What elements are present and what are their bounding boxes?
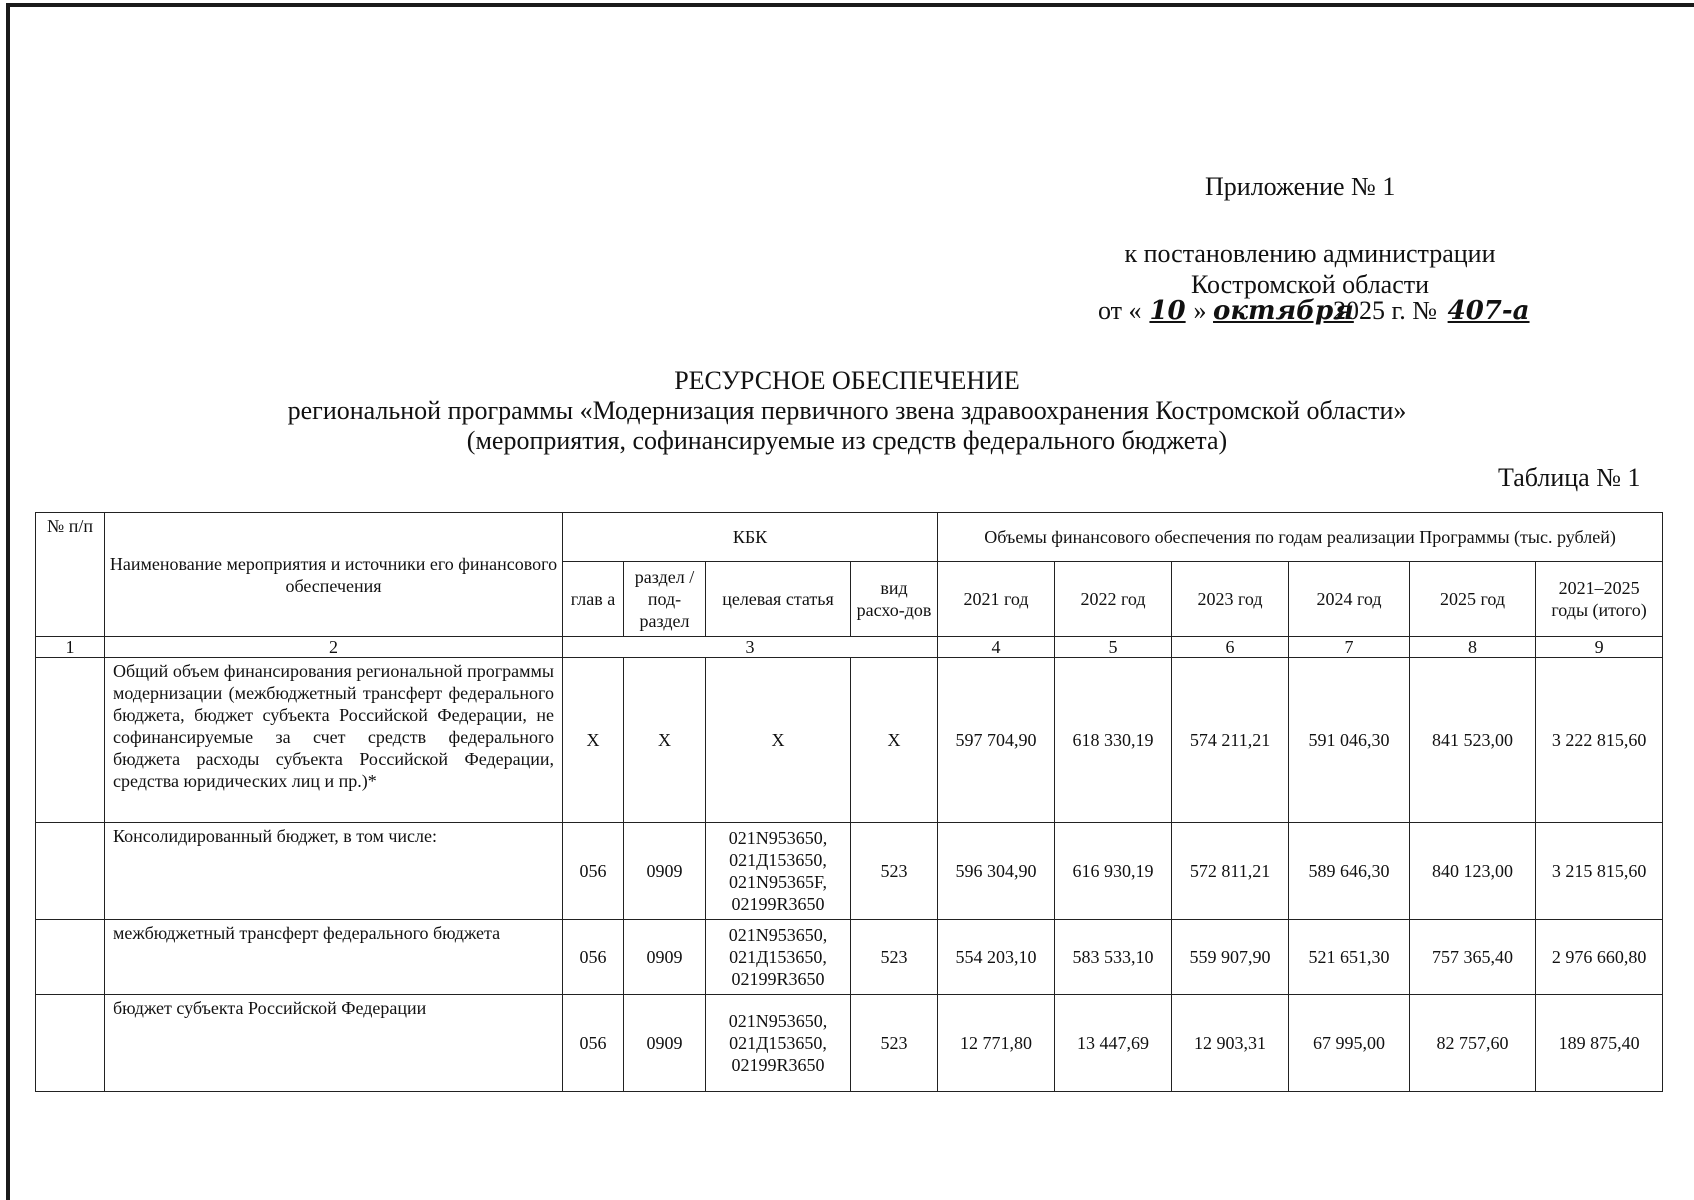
- title-line-2: региональной программы «Модернизация первичного звена здравоохранения Костромской области»: [287, 396, 1407, 425]
- row-2021: 597 704,90: [938, 658, 1055, 823]
- document-title: [0, 366, 1694, 456]
- header-2022: 2022 год: [1055, 562, 1172, 637]
- col-number: 1: [36, 637, 105, 658]
- col-number: 7: [1289, 637, 1410, 658]
- row-razdel: 0909: [624, 920, 706, 995]
- header-statya: целевая статья: [706, 562, 851, 637]
- row-num: [36, 658, 105, 823]
- row-2021: 554 203,10: [938, 920, 1055, 995]
- row-num: [36, 823, 105, 920]
- decree-number-handwritten: 407-а: [1447, 296, 1530, 326]
- row-2025: 757 365,40: [1410, 920, 1536, 995]
- row-2021: 596 304,90: [938, 823, 1055, 920]
- table-row: [36, 658, 1663, 823]
- header-volumes: Объемы финансового обеспечения по годам реализации Программы (тыс. рублей): [938, 513, 1663, 562]
- row-glava: Х: [563, 658, 624, 823]
- row-name: бюджет субъекта Российской Федерации: [105, 995, 563, 1092]
- header-razdel: раздел /под-раздел: [624, 562, 706, 637]
- resource-table: [35, 512, 1663, 1092]
- row-statya: Х: [706, 658, 851, 823]
- row-2022: 616 930,19: [1055, 823, 1172, 920]
- col-number: 6: [1172, 637, 1289, 658]
- header-2021: 2021 год: [938, 562, 1055, 637]
- row-razdel: 0909: [624, 995, 706, 1092]
- header-2024: 2024 год: [1289, 562, 1410, 637]
- row-total: 3 215 815,60: [1536, 823, 1663, 920]
- row-2022: 13 447,69: [1055, 995, 1172, 1092]
- row-name: Консолидированный бюджет, в том числе:: [105, 823, 563, 920]
- col-number: 9: [1536, 637, 1663, 658]
- decree-line-1: к постановлению администрации: [1124, 239, 1496, 268]
- row-2022: 583 533,10: [1055, 920, 1172, 995]
- table-number: Таблица № 1: [1498, 463, 1641, 492]
- row-statya: 021N953650, 021Д153650, 02199R3650: [706, 920, 851, 995]
- col-number: 8: [1410, 637, 1536, 658]
- header-glava: глав а: [563, 562, 624, 637]
- row-2022: 618 330,19: [1055, 658, 1172, 823]
- row-2025: 840 123,00: [1410, 823, 1536, 920]
- header-row-1: [36, 513, 1663, 562]
- row-name: межбюджетный трансферт федерального бюджета: [105, 920, 563, 995]
- header-kbk: КБК: [563, 513, 938, 562]
- row-2021: 12 771,80: [938, 995, 1055, 1092]
- row-statya: 021N953650, 021Д153650, 021N95365F, 02199R3650: [706, 823, 851, 920]
- row-glava: 056: [563, 995, 624, 1092]
- table-row: [36, 995, 1663, 1092]
- row-2025: 82 757,60: [1410, 995, 1536, 1092]
- row-2024: 67 995,00: [1289, 995, 1410, 1092]
- date-day-handwritten: 10: [1149, 296, 1186, 326]
- row-2024: 521 651,30: [1289, 920, 1410, 995]
- row-num: [36, 920, 105, 995]
- row-2025: 841 523,00: [1410, 658, 1536, 823]
- row-vid: Х: [851, 658, 938, 823]
- row-total: 2 976 660,80: [1536, 920, 1663, 995]
- decree-line-2: Костромской области: [1190, 270, 1430, 299]
- decree-reference: [1110, 238, 1510, 300]
- row-razdel: Х: [624, 658, 706, 823]
- table-row: [36, 823, 1663, 920]
- row-razdel: 0909: [624, 823, 706, 920]
- row-2024: 589 646,30: [1289, 823, 1410, 920]
- date-prefix: от «: [1098, 296, 1142, 325]
- row-glava: 056: [563, 920, 624, 995]
- row-name: Общий объем финансирования региональной программы модернизации (межбюджетный трансферт федерального бюджета, бюджет субъекта Российской Федерации, не софинансируемые за счет средств федерального бюджета расходы субъекта Российской Федерации, средства юридических лиц и пр.)*: [105, 658, 563, 823]
- header-vid: вид расхо-дов: [851, 562, 938, 637]
- header-name: Наименование мероприятия и источники его финансового обеспечения: [105, 513, 563, 637]
- row-2023: 574 211,21: [1172, 658, 1289, 823]
- row-vid: 523: [851, 920, 938, 995]
- title-line-1: РЕСУРСНОЕ ОБЕСПЕЧЕНИЕ: [674, 366, 1020, 395]
- table-row: [36, 920, 1663, 995]
- row-vid: 523: [851, 995, 938, 1092]
- scan-border-left: [6, 3, 10, 1200]
- scan-border-top: [8, 3, 1694, 7]
- appendix-label: Приложение № 1: [1205, 172, 1396, 201]
- row-total: 189 875,40: [1536, 995, 1663, 1092]
- date-month-handwritten: октября: [1213, 296, 1354, 326]
- header-2023: 2023 год: [1172, 562, 1289, 637]
- row-total: 3 222 815,60: [1536, 658, 1663, 823]
- date-mid: »: [1193, 296, 1207, 325]
- title-line-3: (мероприятия, софинансируемые из средств федерального бюджета): [466, 426, 1228, 455]
- row-2023: 559 907,90: [1172, 920, 1289, 995]
- row-vid: 523: [851, 823, 938, 920]
- header-total: 2021–2025 годы (итого): [1536, 562, 1663, 637]
- row-glava: 056: [563, 823, 624, 920]
- col-number: 2: [105, 637, 563, 658]
- row-2023: 12 903,31: [1172, 995, 1289, 1092]
- col-number: 5: [1055, 637, 1172, 658]
- row-num: [36, 995, 105, 1092]
- date-year: 2025 г. №: [1333, 296, 1438, 325]
- col-number: 3: [563, 637, 938, 658]
- col-number: 4: [938, 637, 1055, 658]
- row-2023: 572 811,21: [1172, 823, 1289, 920]
- decree-date-line: [1098, 296, 1534, 326]
- column-number-row: [36, 637, 1663, 658]
- header-2025: 2025 год: [1410, 562, 1536, 637]
- row-statya: 021N953650, 021Д153650, 02199R3650: [706, 995, 851, 1092]
- row-2024: 591 046,30: [1289, 658, 1410, 823]
- header-num: № п/п: [36, 513, 105, 637]
